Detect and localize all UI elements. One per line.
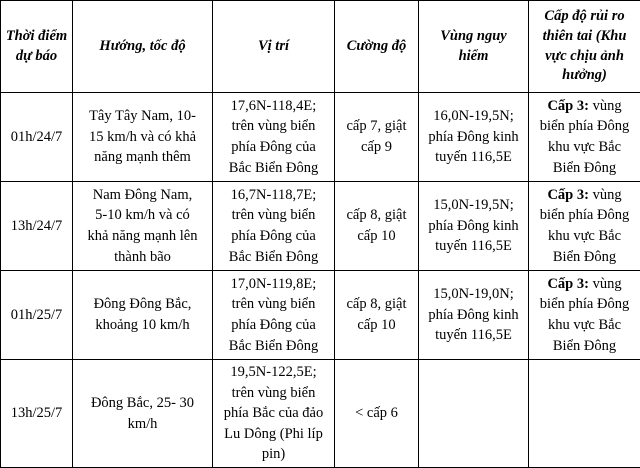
cell-risk: [529, 182, 640, 271]
risk-level-label: Cấp 3:: [547, 98, 589, 114]
cell-position: 16,7N-118,7E; trên vùng biển phía Đông của Bắc Biển Đông: [213, 182, 335, 271]
cell-position: 17,6N-118,4E; trên vùng biển phía Đông của Bắc Biển Đông: [213, 93, 335, 182]
cell-position: 19,5N-122,5E; trên vùng biển phía Bắc của đảo Lu Dông (Phi líp pin): [213, 360, 335, 468]
risk-area-text: vùng biển phía Đông khu vực Bắc Biển Đông: [540, 187, 629, 265]
cell-danger-zone: 15,0N-19,5N; phía Đông kinh tuyến 116,5E: [419, 182, 529, 271]
header-intensity: Cường độ: [335, 1, 419, 93]
risk-level-label: Cấp 3:: [547, 276, 589, 292]
cell-risk: [529, 360, 640, 468]
cell-time: 01h/25/7: [1, 271, 73, 360]
cell-direction: Đông Bắc, 25- 30 km/h: [73, 360, 213, 468]
cell-direction: Nam Đông Nam, 5-10 km/h và có khả năng mạnh lên thành bão: [73, 182, 213, 271]
table-row: [1, 360, 640, 468]
risk-area-text: vùng biển phía Đông khu vực Bắc Biển Đông: [540, 276, 629, 354]
cell-intensity: cấp 8, giật cấp 10: [335, 182, 419, 271]
cell-danger-zone: 16,0N-19,5N; phía Đông kinh tuyến 116,5E: [419, 93, 529, 182]
header-position: Vị trí: [213, 1, 335, 93]
cell-direction: Đông Đông Bắc, khoảng 10 km/h: [73, 271, 213, 360]
table-row: [1, 182, 640, 271]
cell-position: 17,0N-119,8E; trên vùng biển phía Đông của Bắc Biển Đông: [213, 271, 335, 360]
header-risk-level: Cấp độ rủi ro thiên tai (Khu vực chịu ảnh hưởng): [529, 1, 640, 93]
cell-danger-zone: [419, 360, 529, 468]
cell-intensity: cấp 7, giật cấp 9: [335, 93, 419, 182]
table-row: [1, 93, 640, 182]
cell-risk: [529, 93, 640, 182]
cell-risk: [529, 271, 640, 360]
cell-time: 13h/25/7: [1, 360, 73, 468]
cell-danger-zone: 15,0N-19,0N; phía Đông kinh tuyến 116,5E: [419, 271, 529, 360]
header-direction-speed: Hướng, tốc độ: [73, 1, 213, 93]
cell-time: 01h/24/7: [1, 93, 73, 182]
cell-direction: Tây Tây Nam, 10- 15 km/h và có khả năng mạnh thêm: [73, 93, 213, 182]
risk-area-text: vùng biển phía Đông khu vực Bắc Biển Đông: [540, 98, 629, 176]
table-row: [1, 271, 640, 360]
risk-level-label: Cấp 3:: [547, 187, 589, 203]
table-header-row: [1, 1, 640, 93]
cell-intensity: cấp 8, giật cấp 10: [335, 271, 419, 360]
header-forecast-time: Thời điểm dự báo: [1, 1, 73, 93]
cell-time: 13h/24/7: [1, 182, 73, 271]
header-danger-zone: Vùng nguy hiểm: [419, 1, 529, 93]
cell-intensity: < cấp 6: [335, 360, 419, 468]
